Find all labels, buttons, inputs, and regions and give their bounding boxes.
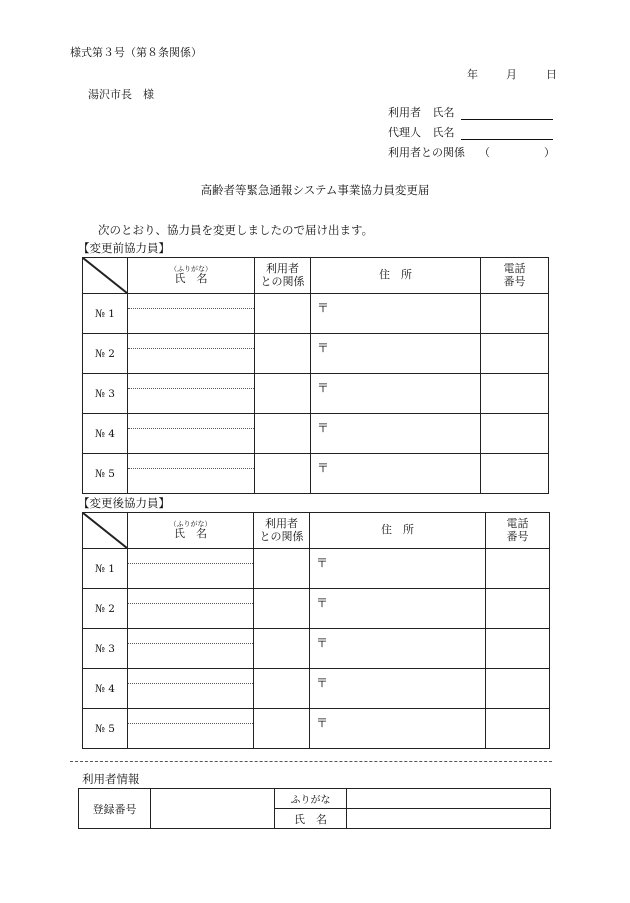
phone-input-cell[interactable]	[486, 549, 550, 589]
table-row	[83, 294, 549, 334]
name-input-cell[interactable]	[128, 709, 254, 749]
postal-mark: 〒	[317, 381, 330, 395]
name-input-cell[interactable]	[128, 629, 254, 669]
postal-mark: 〒	[317, 421, 330, 435]
postal-mark: 〒	[316, 596, 329, 610]
relation-header-line2: との関係	[259, 529, 304, 543]
table-row	[83, 669, 550, 709]
name-header	[128, 258, 255, 294]
agent-name-row	[388, 124, 553, 140]
diagonal-corner-cell	[83, 513, 128, 549]
address-input-cell[interactable]	[311, 454, 481, 494]
table-row	[83, 374, 549, 414]
date-day-label: 日	[546, 68, 557, 81]
address-input-cell[interactable]	[311, 414, 481, 454]
address-header: 住 所	[311, 258, 481, 294]
postal-mark: 〒	[316, 676, 329, 690]
address-input-cell[interactable]	[310, 669, 486, 709]
phone-input-cell[interactable]	[486, 589, 550, 629]
user-name-input-field[interactable]	[347, 809, 551, 829]
intro-text: 次のとおり、協力員を変更しましたので届け出ます。	[98, 223, 374, 237]
agent-label: 代理人	[388, 126, 421, 139]
phone-input-cell[interactable]	[486, 629, 550, 669]
table-row	[83, 454, 549, 494]
address-input-cell[interactable]	[311, 374, 481, 414]
user-info-table	[78, 788, 551, 829]
row-number: № 3	[83, 374, 128, 414]
address-input-cell[interactable]	[310, 709, 486, 749]
user-name-label: 氏名	[432, 106, 455, 119]
relation-header	[255, 258, 311, 294]
phone-input-cell[interactable]	[481, 414, 549, 454]
agent-name-field[interactable]	[461, 126, 553, 140]
before-section-label: 【変更前協力員】	[78, 241, 170, 255]
relation-header-line1: 利用者	[266, 261, 299, 275]
row-number: № 2	[83, 334, 128, 374]
row-number: № 1	[83, 549, 128, 589]
name-input-cell[interactable]	[128, 334, 255, 374]
agent-name-label: 氏名	[432, 126, 455, 139]
relation-input-cell[interactable]	[255, 374, 311, 414]
relation-header	[254, 513, 310, 549]
phone-header-line1: 電話	[503, 261, 526, 275]
addressee: 湯沢市長 様	[88, 88, 154, 101]
phone-header-line2: 番号	[506, 529, 529, 543]
address-input-cell[interactable]	[311, 334, 481, 374]
postal-mark: 〒	[316, 636, 329, 650]
form-number: 様式第３号（第８条関係）	[70, 46, 202, 59]
cut-line	[70, 761, 552, 762]
table-row	[83, 334, 549, 374]
phone-input-cell[interactable]	[481, 374, 549, 414]
user-label: 利用者	[388, 106, 421, 119]
phone-header	[481, 258, 549, 294]
table-row	[83, 589, 550, 629]
row-number: № 3	[83, 629, 128, 669]
name-header-label: 氏 名	[174, 272, 208, 286]
relation-header-line1: 利用者	[265, 516, 298, 530]
relation-input-cell[interactable]	[255, 294, 311, 334]
relation-input-cell[interactable]	[254, 549, 310, 589]
name-input-cell[interactable]	[128, 294, 255, 334]
phone-header	[486, 513, 550, 549]
name-input-cell[interactable]	[128, 669, 254, 709]
row-number: № 4	[83, 669, 128, 709]
date-month-label: 月	[506, 68, 517, 81]
postal-mark: 〒	[317, 341, 330, 355]
phone-header-line2: 番号	[503, 274, 526, 288]
postal-mark: 〒	[317, 301, 330, 315]
relation-input-cell[interactable]	[254, 629, 310, 669]
phone-input-cell[interactable]	[481, 454, 549, 494]
relation-input-cell[interactable]	[255, 334, 311, 374]
name-header	[128, 513, 254, 549]
address-input-cell[interactable]	[310, 589, 486, 629]
before-table	[82, 257, 549, 494]
relation-input-cell[interactable]	[254, 589, 310, 629]
name-header-label: 氏 名	[174, 527, 207, 541]
relation-input-cell[interactable]	[255, 414, 311, 454]
phone-input-cell[interactable]	[481, 294, 549, 334]
table-row	[83, 629, 550, 669]
date-year-label: 年	[467, 68, 478, 81]
phone-input-cell[interactable]	[486, 709, 550, 749]
postal-mark: 〒	[317, 461, 330, 475]
phone-input-cell[interactable]	[481, 334, 549, 374]
phone-header-line1: 電話	[506, 516, 529, 530]
row-number: № 4	[83, 414, 128, 454]
furigana-label: （ふりがな）	[169, 520, 212, 529]
address-input-cell[interactable]	[311, 294, 481, 334]
registration-number-field[interactable]	[151, 789, 275, 829]
user-info-title: 利用者情報	[82, 772, 140, 786]
name-input-cell[interactable]	[128, 589, 254, 629]
user-name-label-cell: 氏 名	[275, 809, 347, 829]
row-number: № 5	[83, 709, 128, 749]
paren-close: ）	[544, 146, 555, 159]
after-section-label: 【変更後協力員】	[78, 496, 170, 510]
address-input-cell[interactable]	[310, 629, 486, 669]
address-header: 住 所	[310, 513, 486, 549]
user-name-row	[388, 104, 553, 120]
paren-open: （	[479, 146, 490, 159]
relation-input-cell[interactable]	[254, 709, 310, 749]
table-row	[83, 709, 550, 749]
postal-mark: 〒	[316, 716, 329, 730]
table-row	[83, 549, 550, 589]
row-number: № 5	[83, 454, 128, 494]
registration-label: 登録番号	[79, 789, 151, 829]
user-name-field[interactable]	[461, 106, 553, 120]
phone-input-cell[interactable]	[486, 669, 550, 709]
relation-input-cell[interactable]	[255, 454, 311, 494]
document-title: 高齢者等緊急通報システム事業協力員変更届	[200, 183, 430, 197]
diagonal-corner-cell	[83, 258, 128, 294]
relation-input-cell[interactable]	[254, 669, 310, 709]
table-row	[83, 414, 549, 454]
user-furigana-field[interactable]	[347, 789, 551, 809]
row-number: № 2	[83, 589, 128, 629]
row-number: № 1	[83, 294, 128, 334]
relation-header-line2: との関係	[260, 274, 305, 288]
relation-row	[388, 144, 555, 160]
user-furigana-label: ふりがな	[275, 789, 347, 809]
name-input-cell[interactable]	[128, 414, 255, 454]
furigana-label: （ふりがな）	[170, 265, 212, 274]
postal-mark: 〒	[316, 556, 329, 570]
address-input-cell[interactable]	[310, 549, 486, 589]
name-input-cell[interactable]	[128, 454, 255, 494]
after-table	[82, 512, 550, 749]
name-input-cell[interactable]	[128, 374, 255, 414]
relation-label: 利用者との関係	[388, 146, 465, 159]
name-input-cell[interactable]	[128, 549, 254, 589]
